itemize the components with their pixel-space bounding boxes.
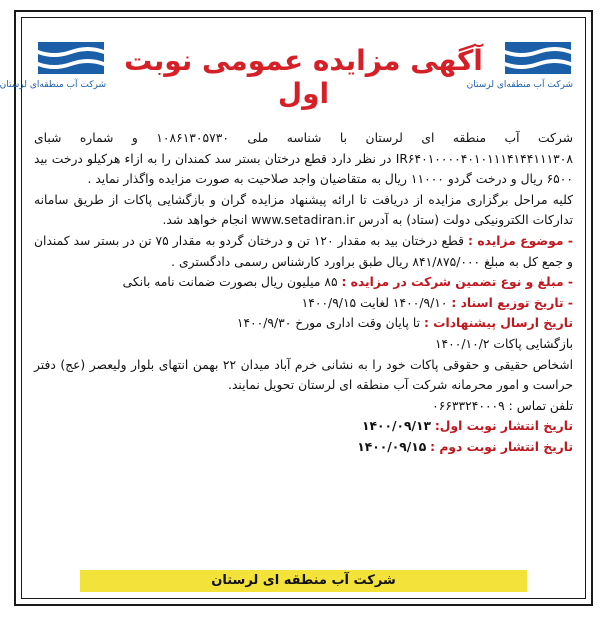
opening-paragraph: بازگشایی پاکات ۱۴۰۰/۱۰/۲ [434, 336, 573, 351]
logo-caption-left: شرکت آب منطقه‌ای لرستان [0, 80, 106, 90]
logo-caption-right: شرکت آب منطقه‌ای لرستان [466, 80, 573, 90]
deposit-label: - مبلغ و نوع تضمین شرکت در مزایده : [341, 275, 573, 290]
notice-header [0, 18, 585, 118]
process-paragraph: کلیه مراحل برگزاری مزایده از دریافت تا ارائه پیشنهاد مزایده گران و بازگشایی پاکات از طریق سامانه تدارکات الکترونیکی دولت (ستاد) به آدرس www.setadiran.ir انجام خواهد شد. [34, 192, 573, 228]
submission-label: تاریخ ارسال پیشنهادات : [423, 316, 573, 331]
publish-second-paragraph [34, 437, 573, 458]
distribution-label: - تاریخ توزیع اسناد : [451, 295, 573, 310]
submission-deadline: تا پایان وقت اداری مورخ ۱۴۰۰/۹/۳۰ [236, 316, 421, 331]
publish-second-label: تاریخ انتشار نوبت دوم : [430, 439, 573, 454]
submission-paragraph [34, 313, 573, 334]
water-logo-icon [503, 34, 573, 78]
publish-first-paragraph [34, 416, 573, 437]
company-logo-right [466, 34, 573, 110]
subject-paragraph [34, 231, 573, 272]
publish-first-date: ۱۴۰۰/۰۹/۱۳ [361, 419, 431, 434]
water-logo-icon [36, 34, 106, 78]
notice-frame [0, 10, 593, 606]
subject-label: - موضوع مزایده : [468, 233, 573, 248]
notice-body [34, 128, 573, 458]
distribution-dates: ۱۴۰۰/۹/۱۰ لغایت ۱۴۰۰/۹/۱۵ [301, 295, 448, 310]
distribution-paragraph [34, 293, 573, 314]
subject-text: قطع درختان بید به مقدار ۱۲۰ تن و درختان گردو به مقدار ۷۵ تن در بستر سد کمندان و جمع کل به مبلغ ۸۴۱/۸۷۵/۰۰۰ ریال طبق براورد کارشناس رسمی دادگستری . [34, 233, 573, 269]
publish-first-label: تاریخ انتشار نوبت اول: [434, 419, 573, 434]
notice-inner-border [0, 17, 586, 599]
footer-company-banner: شرکت آب منطقه ای لرستان [80, 570, 527, 592]
publish-second-date: ۱۴۰۰/۰۹/۱۵ [357, 439, 427, 454]
deposit-text: ۸۵ میلیون ریال بصورت ضمانت نامه بانکی [122, 275, 338, 290]
deposit-paragraph [34, 272, 573, 293]
phone-paragraph: تلفن تماس : ۰۶۶۳۳۲۴۰۰۰۹ [432, 398, 573, 413]
company-logo-left [0, 34, 106, 110]
persons-paragraph: اشخاص حقیقی و حقوقی پاکات خود را به نشانی خرم آباد میدان ۲۲ بهمن انتهای بلوار ولیعصر (عج) دفتر حراست و امور محرمانه شرکت آب منطقه ای لرستان تحویل نمایند. [34, 357, 573, 393]
notice-title: آگهی مزایده عمومی نوبت اول [124, 44, 483, 110]
intro-paragraph: شرکت آب منطقه ای لرستان با شناسه ملی ۱۰۸۶۱۳۰۵۷۳۰ و شماره شبای IR۶۴۰۱۰۰۰۰۴۰۱۰۱۱۱۴۱۴۴۱۱۱۳۰۸ در نظر دارد قطع درختان بستر سد کمندان را به ازاء هرکیلو درخت بید ۶۵۰۰ ریال و درخت گردو ۱۱۰۰۰ ریال به متقاضیان واجد صلاحیت به صورت مزایده واگذار نماید . [34, 131, 574, 187]
